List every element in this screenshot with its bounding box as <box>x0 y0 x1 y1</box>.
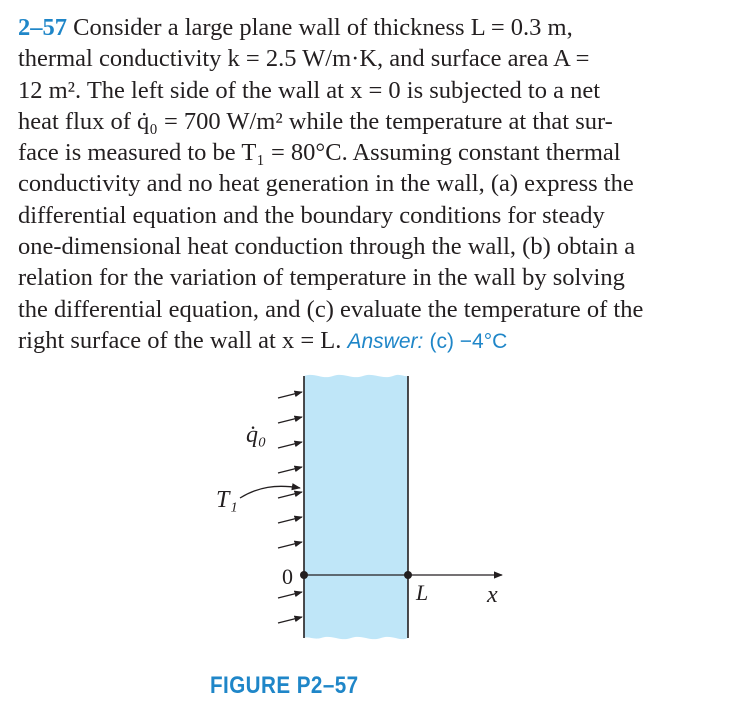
problem-text-11: right surface of the wall at x = L. <box>18 326 342 354</box>
flux-arrow <box>278 592 302 598</box>
flux-arrow <box>278 492 302 498</box>
problem-text-3: 12 m². The left side of the wall at x = 0 is subjected to a net <box>18 76 601 104</box>
problem-text-7: differential equation and the boundary conditions for steady <box>18 201 605 229</box>
problem-text-5: face is measured to be T₁ = 80°C. Assuming constant thermal <box>18 139 621 167</box>
thickness-dot <box>404 571 412 579</box>
origin-label: 0 <box>282 564 293 589</box>
problem-text-6: conductivity and no heat generation in the wall, (a) express the <box>18 170 634 198</box>
temperature-label: T₁ <box>216 487 238 513</box>
problem-text-1: Consider a large plane wall of thickness L = 0.3 m, <box>73 14 573 41</box>
flux-arrow <box>278 417 302 423</box>
flux-arrow <box>278 442 302 448</box>
answer-label: Answer: <box>347 329 424 353</box>
figure-caption: FIGURE P2–57 <box>210 672 359 699</box>
flux-arrow <box>278 467 302 473</box>
flux-arrow <box>278 517 302 523</box>
temperature-pointer <box>240 486 300 498</box>
flux-arrow <box>278 392 302 398</box>
problem-text-2: thermal conductivity k = 2.5 W/m·K, and surface area A = <box>18 45 590 73</box>
problem-text-10: the differential equation, and (c) evaluate the temperature of the <box>18 295 644 323</box>
flux-arrow <box>278 617 302 623</box>
thickness-label: L <box>416 580 429 605</box>
flux-arrow <box>278 542 302 548</box>
problem-text-8: one-dimensional heat conduction through the wall, (b) obtain a <box>18 233 636 261</box>
origin-dot <box>300 571 308 579</box>
problem-text-9: relation for the variation of temperature in the wall by solving <box>18 264 625 292</box>
problem-text-4: heat flux of q̇₀ = 700 W/m² while the temperature at that sur- <box>18 107 613 135</box>
answer-value: (c) −4°C <box>429 329 508 353</box>
x-axis-label: x <box>487 582 498 608</box>
heat-flux-label: q̇₀ <box>246 422 267 448</box>
problem-number: 2–57 <box>18 14 67 41</box>
wall-body <box>304 375 408 639</box>
